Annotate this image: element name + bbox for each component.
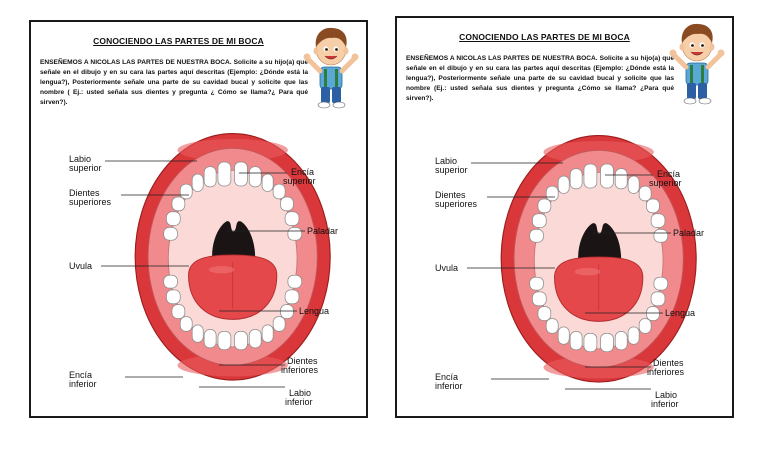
label-dientes-superiores: Dientes [69,188,100,198]
label-dientes-inferiores-2: inferiores [281,365,319,375]
mouth-diagram [435,130,705,420]
label-encia-inferior-2: inferior [69,379,97,389]
label-encia-inferior-2: inferior [435,381,463,391]
label-labio-inferior: Labio [289,388,312,398]
boy-illustration-icon [302,25,360,111]
label-encia-inferior: Encía [435,372,459,382]
label-uvula: Uvula [435,263,459,273]
label-paladar: Paladar [673,228,705,238]
label-dientes-inferiores: Dientes [287,356,318,366]
label-dientes-superiores-2: superiores [69,197,112,207]
label-labio-superior-2: superior [435,165,468,175]
label-encia-superior-2: superior [283,176,316,186]
label-encia-superior: Encía [657,169,681,179]
label-uvula: Uvula [69,261,93,271]
label-labio-superior: Labio [69,154,92,164]
label-dientes-inferiores-2: inferiores [647,367,685,377]
worksheet-left [29,20,368,418]
label-dientes-superiores-2: superiores [435,199,478,209]
label-dientes-inferiores: Dientes [653,358,684,368]
instructions-text: ENSEÑEMOS A NICOLAS LAS PARTES DE NUESTRA BOCA. Solicite a su hijo(a) que señale en el dibujo y en su cara las partes aquí descritas (Ejemplo: ¿Dónde está la lengua?), Posteriormente señale una parte de su cavidad bucal y solicite que las nombre ( Ej.: usted señala sus dientes y pregunta ¿ Cómo se llama?¿ Para qué sirven?). [40,59,308,106]
worksheet-title: CONOCIENDO LAS PARTES DE MI BOCA [93,36,264,46]
instructions-text: ENSEÑEMOS A NICOLAS LAS PARTES DE NUESTRA BOCA. Solicite a su hijo(a) que señale en el dibujo y en su cara las partes aquí descritas (Ejemplo: ¿Dónde está la lengua?), Posteriormente señale una parte de su cavidad bucal y solicite que las nombre (Ej.: usted señala sus dientes y pregunta ¿Cómo se llama? ¿Para qué sirven?). [406,55,674,102]
label-paladar: Paladar [307,226,339,236]
label-labio-superior-2: superior [69,163,102,173]
label-lengua: Lengua [299,306,330,316]
label-encia-superior: Encía [291,167,315,177]
mouth-diagram [69,128,339,418]
boy-illustration-icon [668,21,726,107]
label-encia-superior-2: superior [649,178,682,188]
label-labio-superior: Labio [435,156,458,166]
label-dientes-superiores: Dientes [435,190,466,200]
worksheet-title: CONOCIENDO LAS PARTES DE MI BOCA [459,32,630,42]
label-labio-inferior-2: inferior [285,397,313,407]
label-labio-inferior-2: inferior [651,399,679,409]
label-labio-inferior: Labio [655,390,678,400]
worksheet-right [395,16,734,418]
label-encia-inferior: Encía [69,370,93,380]
label-lengua: Lengua [665,308,696,318]
